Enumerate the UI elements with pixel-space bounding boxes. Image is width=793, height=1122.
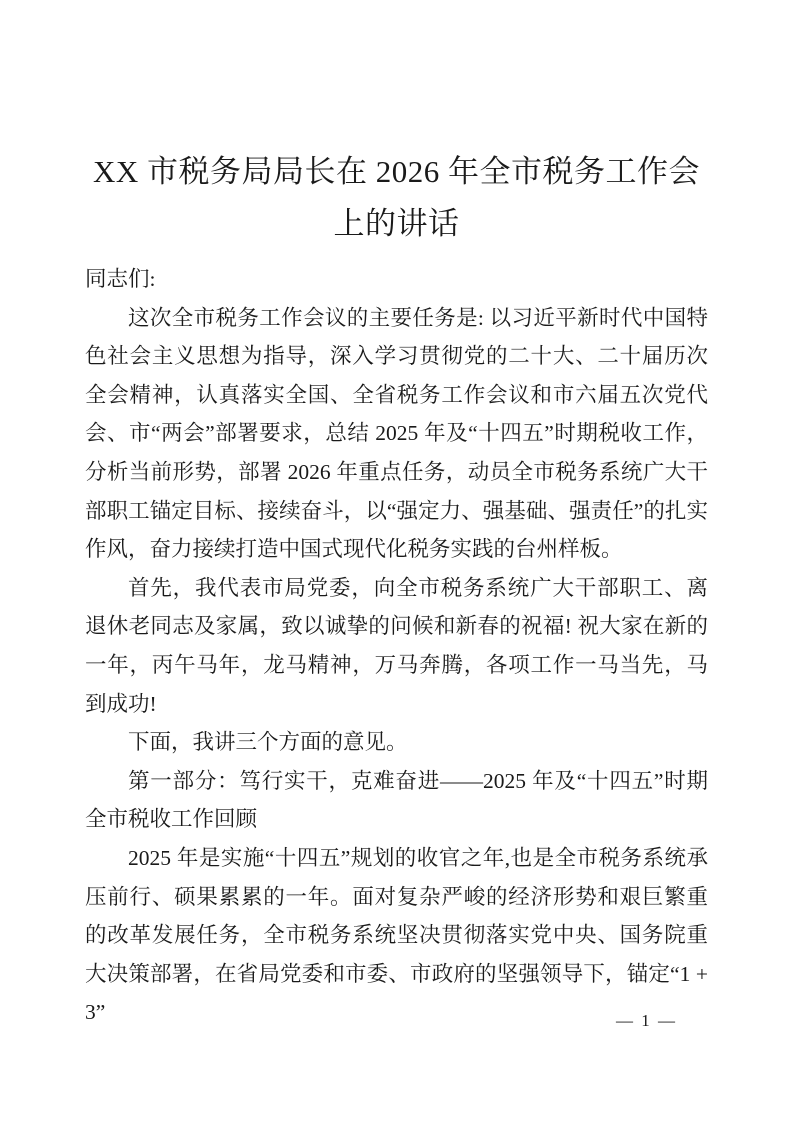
paragraph: 2025 年是实施“十四五”规划的收官之年,也是全市税务系统承压前行、硕果累累的一年。面对复杂严峻的经济形势和艰巨繁重的改革发展任务，全市税务系统坚决贯彻落实党中央、国务院重大决策部署，在省局党委和市委、市政府的坚强领导下，锚定“1 + 3” [85, 845, 708, 1025]
page-number: — 1 — [616, 1011, 677, 1030]
document-title: XX 市税务局局长在 2026 年全市税务工作会上的讲话 [92, 154, 701, 241]
document-body [85, 260, 708, 1032]
paragraph: 第一部分：笃行实干，克难奋进——2025 年及“十四五”时期全市税收工作回顾 [85, 768, 708, 832]
paragraph: 下面，我讲三个方面的意见。 [128, 730, 408, 755]
paragraph: 这次全市税务工作会议的主要任务是: 以习近平新时代中国特色社会主义思想为指导，深入学习贯彻党的二十大、二十届历次全会精神，认真落实全国、全省税务工作会议和市六届五次党代会、市“两会”部署要求，总结 2025 年及“十四五”时期税收工作，分析当前形势，部署 2026 年重点任务，动员全市税务系统广大干部职工锚定目标、接续奋斗，以“强定力、强基础、强责任”的扎实作风，奋力接续打造中国式现代化税务实践的台州样板。 [85, 305, 708, 562]
paragraph: 首先，我代表市局党委，向全市税务系统广大干部职工、离退休老同志及家属，致以诚挚的问候和新春的祝福! 祝大家在新的一年，丙午马年，龙马精神，万马奔腾，各项工作一马当先，马到成功! [85, 575, 708, 716]
paragraph: 同志们: [85, 267, 156, 291]
